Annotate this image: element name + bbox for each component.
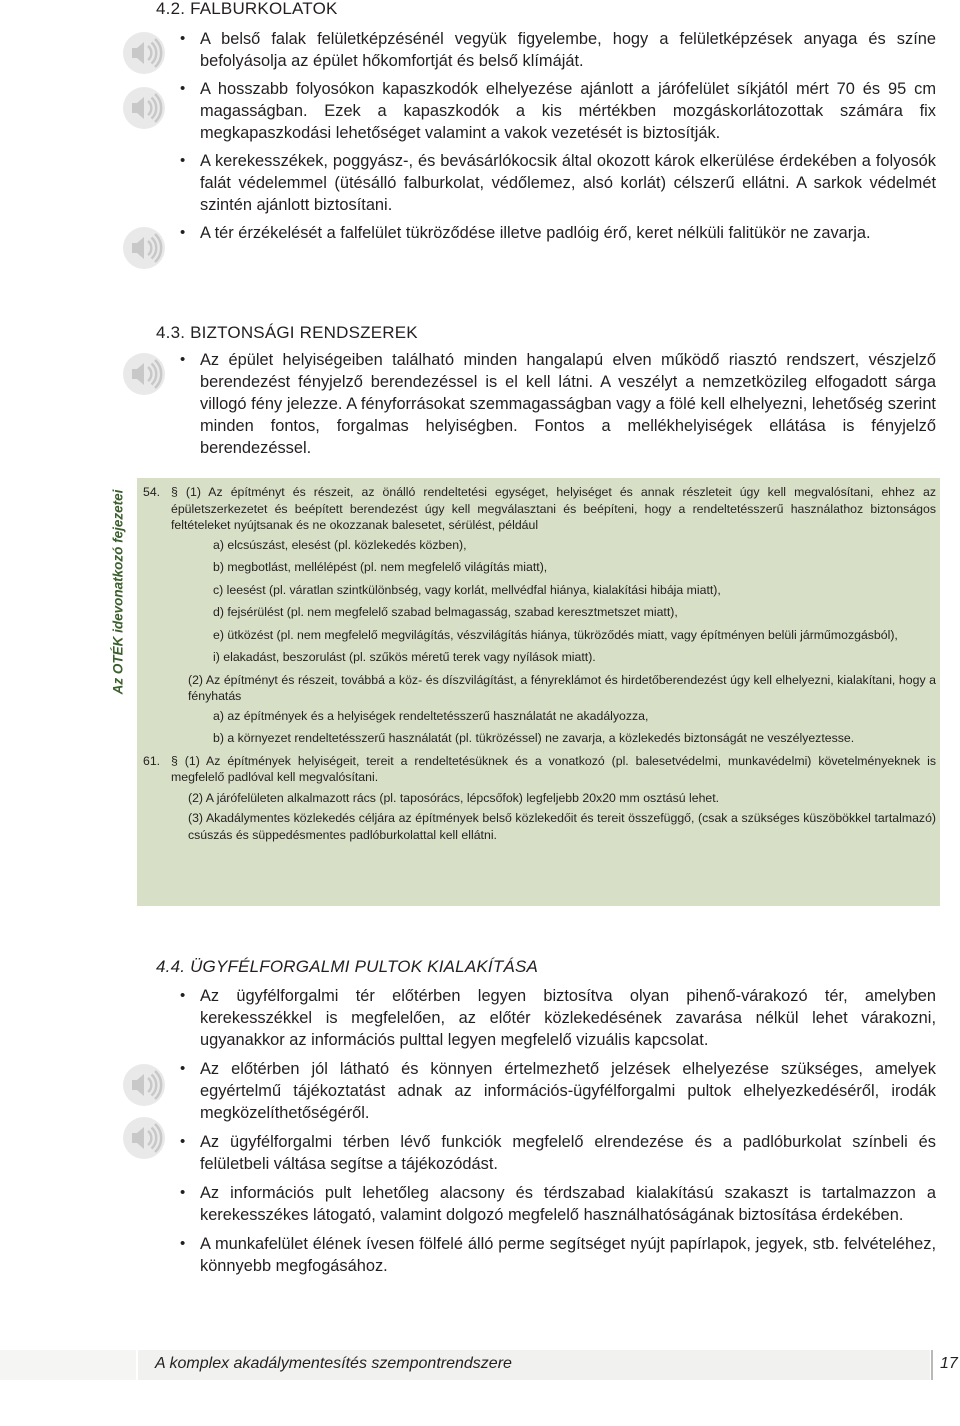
page-number: 17	[940, 1355, 958, 1372]
list-item: • Az épület helyiségeiben található minden hangalapú elven működő riasztó rendszert, vészjelző berendezést fényjelző berendezéssel is el kell látni. A veszélyt a nemzetközileg elfogadott sárga villogó fény jelezze. A fényforrásokat szemmagasságban vagy a fölé kell elhelyezni, lehetőség szerint minden fontos, forgalmas helyiségben. Fontos a mellékhelyiségek ellátása is fényjelző berendezéssel.	[178, 349, 936, 459]
bullet-list-falburkolatok	[178, 28, 936, 244]
list-item: • Az előtérben jól látható és könnyen értelmezhető jelzések elhelyezése szükséges, amelyek egyértelmű tájékoztatást adnak az információs-ügyfélforgalmi pultok elhelyezkedéséről, irodák megközelíthetőségéről.	[178, 1058, 936, 1124]
oteh-side-label-text: Az OTÉK idevonatkozó fejezetei	[110, 489, 126, 695]
paragraph-text: (3) Akadálymentes közlekedés céljára az építmények belső közlekedőit és tereit összefüggő, (csak a szükséges küszöbökkel tartalmazó) csúszás és süppedésmentes padlóburkolattal kell ellátni.	[188, 811, 936, 842]
section-heading-biztonsagi-rendszerek: 4.3. BIZTONSÁGI RENDSZEREK	[156, 323, 418, 342]
list-item: b) megbotlást, mellélépést (pl. nem megfelelő világítás miatt),	[213, 560, 548, 574]
list-item: • A belső falak felületképzésénél vegyük figyelembe, hogy a felületképzések anyaga és színe befolyásolja az épület hőkomfortját és belső klímáját.	[178, 28, 936, 72]
paragraph-text: (2) Az építményt és részeit, továbbá a köz- és díszvilágítást, a fényreklámot és hirdetőberendezést úgy kell elhelyezni, kialakítani, hogy a fényhatás	[188, 672, 936, 703]
bullet-list-ugyfelforgalmi-pultok	[178, 985, 936, 1277]
list-item: a) elcsúszást, elesést (pl. közlekedés közben),	[213, 537, 467, 552]
speaker-audio-icon[interactable]	[122, 86, 166, 130]
list-item: • Az ügyfélforgalmi tér előtérben legyen biztosítva olyan pihenő-várakozó tér, amelyben kerekesszékkel is megfelelően, az előtér közlekedésének zavarása nélkül lehet várakozni, ugyanakkor az információs pulttal legyen megfelelő vizuális kapcsolat.	[178, 985, 936, 1051]
bullet-list-biztonsagi-rendszerek	[178, 349, 936, 459]
paragraph-text: § (1) Az építmények helyiségeit, tereit a rendeltetésüknek és a vonatkozó (pl. balesetvédelmi, munkavédelmi) követelményeknek is megfelelő padlóval kell megvalósítani.	[171, 753, 936, 784]
section-heading-falburkolatok: 4.2. FALBURKOLATOK	[156, 0, 338, 18]
list-item: i) elakadást, beszorulást (pl. szűkös méretű terek vagy nyílások miatt).	[213, 650, 596, 664]
oteh-paragraph-54	[143, 484, 936, 534]
list-item: • A hosszabb folyosókon kapaszkodók elhelyezése ajánlott a járófelület síkjától mért 70 és 95 cm magasságban. Ezek a kapaszkodók a kis mértékben mozgáskorlátozottak számára fix megkapaszkodási lehetőséget valamint a vakok vezetését is biztosítják.	[178, 78, 936, 144]
speaker-audio-icon[interactable]	[122, 352, 166, 396]
oteh-excerpt-box	[137, 478, 940, 906]
page-footer	[0, 1350, 960, 1380]
list-item: d) fejsérülést (pl. nem megfelelő szabad belmagasság, szabad keresztmetszet miatt),	[213, 605, 678, 619]
list-item: • A kerekesszékek, poggyász-, és bevásárlókocsik által okozott károk elkerülése érdekében a folyosók falát védelemmel (ütésálló falburkolat, védőlemez, alsó korlát) célszerű ellátni. A sarkok védelmét szintén ajánlott biztosítani.	[178, 150, 936, 216]
oteh-side-label	[98, 486, 138, 698]
list-item: • A munkafelület élének ívesen fölfelé álló perme segítséget nyújt papírlapok, jegyek, stb. felvételéhez, könnyebb megfogásához.	[178, 1233, 936, 1277]
list-item: • Az információs pult lehetőleg alacsony és térdszabad kialakítású szakaszt is tartalmazzon a kerekesszékes látogató, valamint dolgozó megfelelő használhatóságának biztosítása érdekében.	[178, 1182, 936, 1226]
list-item: b) a környezet rendeltetésszerű használatát (pl. tükrözéssel) ne zavarja, a közlekedés biztonságát ne veszélyeztesse.	[213, 731, 855, 745]
list-item: • Az ügyfélforgalmi térben lévő funkciók megfelelő elrendezése és a padlóburkolat színbeli és felületbeli váltása segítse a tájékozódást.	[178, 1131, 936, 1175]
speaker-audio-icon[interactable]	[122, 226, 166, 270]
footer-bar-left	[0, 1350, 136, 1380]
footer-title: A komplex akadálymentesítés szempontrendszere	[155, 1355, 512, 1372]
paragraph-number: 54.	[143, 485, 161, 499]
paragraph-number: 61.	[143, 753, 161, 768]
paragraph-text: (2) A járófelületen alkalmazott rács (pl. taposórács, lépcsőfok) legfeljebb 20x20 mm osztású lehet.	[188, 790, 720, 805]
section-heading-ugyfelforgalmi-pultok: 4.4. ÜGYFÉLFORGALMI PULTOK KIALAKÍTÁSA	[156, 957, 539, 976]
oteh-paragraph-61	[143, 753, 936, 786]
speaker-audio-icon[interactable]	[122, 1063, 166, 1107]
list-item: • A tér érzékelését a falfelület tükröződése illetve padlóig érő, keret nélküli falitükör ne zavarja.	[178, 222, 936, 244]
list-item: c) leesést (pl. váratlan szintkülönbség, vagy korlát, mellvédfal hiánya, kialakítási hibája miatt),	[213, 582, 721, 597]
footer-divider	[931, 1350, 933, 1380]
speaker-audio-icon[interactable]	[122, 31, 166, 75]
list-item: a) az építmények és a helyiségek rendeltetésszerű használatát ne akadályozza,	[213, 708, 649, 723]
paragraph-text: § (1) Az építményt és részeit, az önálló rendeltetési egységet, helyiséget és annak részleteit úgy kell megvalósítani, ehhez az épületszerkezetet és beépített berendezést úgy kell megválasztani és beépíteni, hogy a rendeltetésszerű használathoz biztonságos feltételeket nyújtsanak és ne okozzanak balesetet, sérülést, például	[171, 485, 936, 532]
speaker-audio-icon[interactable]	[122, 1116, 166, 1160]
list-item: e) ütközést (pl. nem megfelelő megvilágítás, vészvilágítás hiánya, tükröződés miatt, vagy építményen belüli járműmozgásból),	[213, 627, 898, 642]
